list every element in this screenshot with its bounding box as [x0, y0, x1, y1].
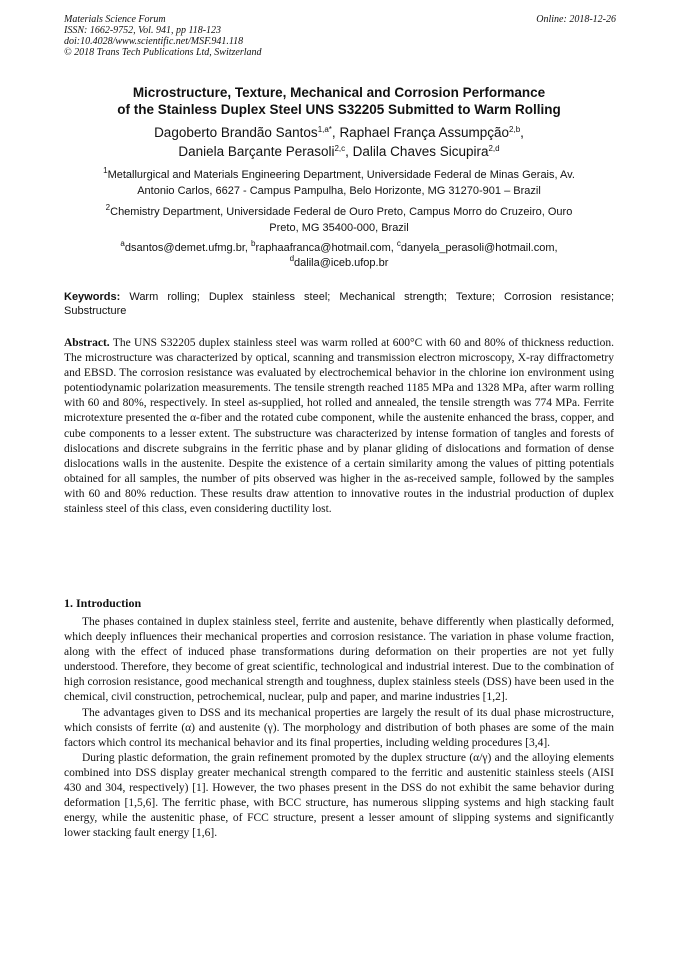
- email-list: [60, 241, 618, 271]
- author-name: Daniela Barçante Perasoli: [178, 144, 335, 159]
- keywords-label: Keywords:: [64, 291, 121, 303]
- affiliation-marker: 1: [103, 166, 108, 175]
- abstract-text: The UNS S32205 duplex stainless steel was warm rolled at 600°C with 60 and 80% of thickness reduction. The microstructure was characterized by optical, scanning and transmission electron microscopy, X-ray diffractometry and EBSD. The corrosion resistance was evaluated by electrochemical behavior in the chlorine ion environment using potentiodynamic polarization measurements. The tensile strength reached 1185 MPa and 1328 MPa, after warm rolling with 60 and 80%, respectively. In steel as-supplied, hot rolled and annealed, the tensile strength was 774 MPa. Ferrite microtexture presented the α-fiber and the rotated cube component, while the austenite enhanced the brass, copper, and cube components to a lesser extent. The substructure was characterized by intense formation of tangles and forests of dislocations and discrete subgrains in the ferritic phase and by planar gliding of dislocations and formation of dense dislocations walls in the austenite. Despite the existence of a certain similarity among the values of pitting potentials obtained for all samples, the number of pits observed was higher in the as-received sample, followed by the samples with 60 and 80% reduction. These results draw attention to innovative routes in the industrial production of duplex stainless steel of this class, even considering ductility lost.: [64, 337, 614, 516]
- doi-line: doi:10.4028/www.scientific.net/MSF.941.118: [64, 36, 244, 47]
- paragraph: The advantages given to DSS and its mechanical properties are largely the result of its dual phase microstructure, which consists of ferrite (α) and austenite (γ). The morphology and distribution of both phases are some of the main factors which control its mechanical behavior and its final properties, including welding procedures [3,4].: [64, 706, 614, 749]
- abstract-label: Abstract.: [64, 337, 110, 349]
- affiliation-marker: 2: [105, 203, 111, 212]
- journal-header: [64, 14, 262, 58]
- affiliation-line: Preto, MG 35400-000, Brazil: [269, 221, 409, 234]
- author-line: [40, 142, 638, 161]
- email-marker: d: [289, 254, 295, 263]
- issn-line: ISSN: 1662-9752, Vol. 941, pp 118-123: [64, 25, 222, 36]
- author-affiliation-marker: 2,c: [334, 144, 346, 153]
- email-link[interactable]: danyela_perasoli@hotmail.com,: [400, 242, 558, 254]
- affiliation-line: Antonio Carlos, 6627 - Campus Pampulha, Belo Horizonte, MG 31270-901 – Brazil: [137, 184, 541, 197]
- email-line: [60, 256, 618, 271]
- affiliation-line: [60, 168, 618, 184]
- title-line: Microstructure, Texture, Mechanical and Corrosion Performance: [132, 85, 546, 100]
- affiliation: [60, 168, 618, 199]
- keywords-text: Warm rolling; Duplex stainless steel; Mechanical strength; Texture; Corrosion resistance; Substructure: [64, 291, 614, 317]
- paragraph: The phases contained in duplex stainless steel, ferrite and austenite, behave differently when plastically deformed, which deeply influences their mechanical properties and corrosion resistance. The variation in phase volume fraction, along with the effect of induced phase transformations during deformation on their properties are not yet fully understood. Therefore, they become of great scientific, technological and industrial interest. Due to the combination of high corrosion resistance, good mechanical strength and toughness, duplex stainless steels (DSS) have been used in the chemical, civil construction, petrochemical, nuclear, pulp and paper, and marine industries [1,2].: [64, 616, 614, 704]
- author-affiliation-marker: 1,a*: [317, 125, 332, 134]
- author-name: Dagoberto Brandão Santos: [154, 125, 318, 140]
- title-line: of the Stainless Duplex Steel UNS S32205 Submitted to Warm Rolling: [117, 102, 561, 117]
- author-separator: ,: [345, 144, 353, 159]
- author-affiliation-marker: 2,b: [509, 125, 521, 134]
- email-line: [60, 241, 618, 256]
- journal-name: Materials Science Forum: [64, 14, 166, 25]
- affiliation-text: Chemistry Department, Universidade Federal de Ouro Preto, Campus Morro do Cruzeiro, Ouro: [110, 206, 573, 218]
- affiliation-line: [60, 205, 618, 221]
- keywords: [64, 290, 614, 318]
- author-separator: ,: [331, 125, 340, 140]
- author-separator: ,: [520, 125, 524, 140]
- paper-title: [40, 84, 638, 118]
- email-link[interactable]: raphaafranca@hotmail.com,: [255, 242, 397, 254]
- online-date: Online: 2018-12-26: [536, 14, 616, 25]
- email-marker: b: [251, 239, 256, 248]
- paragraph: During plastic deformation, the grain refinement promoted by the duplex structure (α/γ) and the alloying elements combined into DSS display greater mechanical strength compared to the ferritic and austenitic stainless steels (AISI 430 and 304, respectively) [1]. However, the two phases present in the DSS do not exhibit the same behavior during deformation [1,5,6]. The ferritic phase, with BCC structure, has numerous slipping systems and high stacking fault energy, while the austenitic phase, of FCC structure, present a lesser amount of slipping systems and significantly lower stacking fault energy [1,6].: [64, 751, 614, 840]
- author-line: [40, 123, 638, 142]
- email-marker: a: [120, 239, 125, 248]
- email-marker: c: [396, 239, 401, 248]
- email-link[interactable]: dalila@iceb.ufop.br: [294, 257, 389, 269]
- affiliation-text: Metallurgical and Materials Engineering Department, Universidade Federal de Minas Gerais, Av.: [107, 169, 575, 181]
- author-list: [40, 123, 638, 161]
- copyright-line: © 2018 Trans Tech Publications Ltd, Switzerland: [64, 47, 262, 58]
- introduction-body: [64, 615, 614, 841]
- abstract: [64, 336, 614, 517]
- author-name: Raphael França Assumpção: [339, 125, 510, 140]
- affiliation: [60, 205, 618, 236]
- email-link[interactable]: dsantos@demet.ufmg.br,: [124, 242, 251, 254]
- section-heading: 1. Introduction: [64, 596, 142, 610]
- author-name: Dalila Chaves Sicupira: [352, 144, 489, 159]
- author-affiliation-marker: 2,d: [488, 144, 500, 153]
